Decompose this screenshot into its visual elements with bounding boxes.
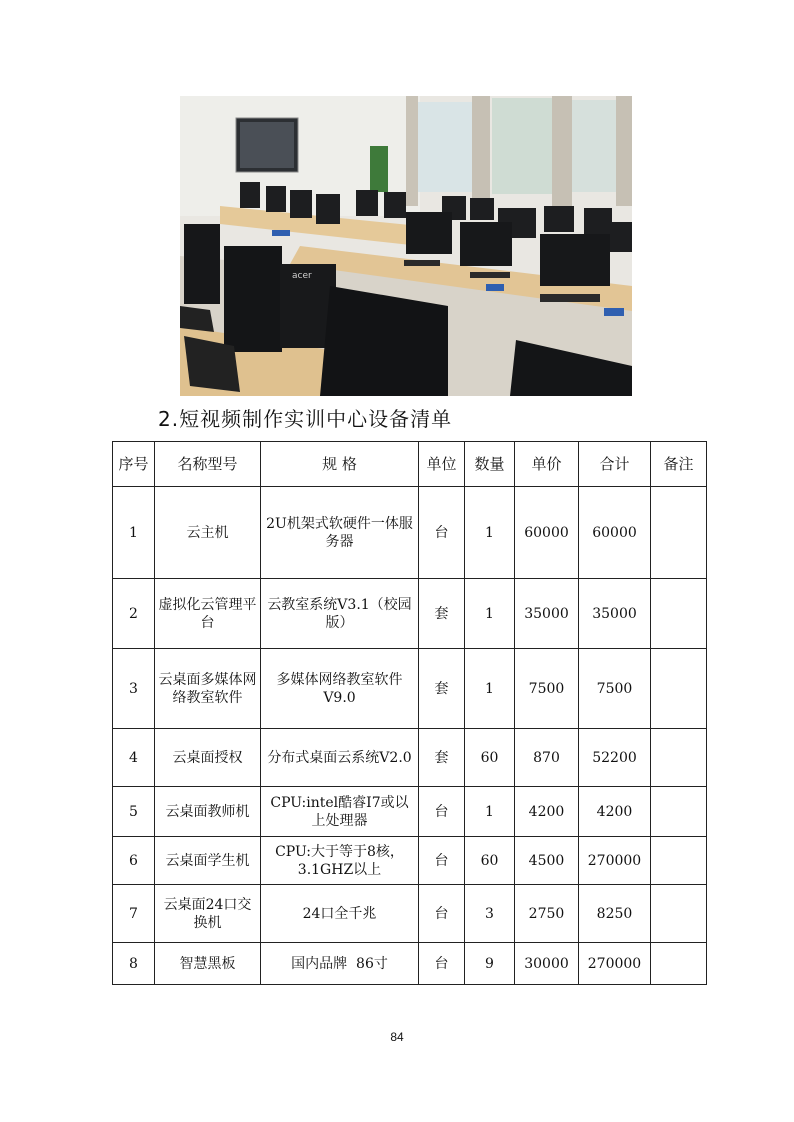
table-row <box>113 579 707 649</box>
computer-lab-photo <box>180 96 632 396</box>
cell-no: 8 <box>113 943 155 985</box>
cell-spec: 国内品牌 86寸 <box>261 943 419 985</box>
cell-unit: 台 <box>419 837 465 885</box>
cell-no: 6 <box>113 837 155 885</box>
table-row <box>113 787 707 837</box>
cell-unit: 台 <box>419 885 465 943</box>
cell-price: 4200 <box>515 787 579 837</box>
cell-qty: 1 <box>465 487 515 579</box>
cell-name: 云桌面教师机 <box>155 787 261 837</box>
cell-price: 4500 <box>515 837 579 885</box>
cell-no: 1 <box>113 487 155 579</box>
cell-qty: 1 <box>465 579 515 649</box>
cell-name: 虚拟化云管理平台 <box>155 579 261 649</box>
cell-remark <box>651 885 707 943</box>
header-remark: 备注 <box>651 442 707 487</box>
cell-price: 2750 <box>515 885 579 943</box>
cell-name: 云主机 <box>155 487 261 579</box>
cell-unit: 套 <box>419 729 465 787</box>
cell-remark <box>651 487 707 579</box>
table-row <box>113 649 707 729</box>
cell-name: 云桌面授权 <box>155 729 261 787</box>
cell-spec: 24口全千兆 <box>261 885 419 943</box>
cell-name: 智慧黑板 <box>155 943 261 985</box>
header-total: 合计 <box>579 442 651 487</box>
cell-spec: CPU:intel酷睿I7或以上处理器 <box>261 787 419 837</box>
cell-no: 5 <box>113 787 155 837</box>
cell-qty: 1 <box>465 649 515 729</box>
header-unit: 单位 <box>419 442 465 487</box>
cell-remark <box>651 649 707 729</box>
cell-no: 3 <box>113 649 155 729</box>
cell-price: 7500 <box>515 649 579 729</box>
cell-name: 云桌面24口交换机 <box>155 885 261 943</box>
cell-total: 4200 <box>579 787 651 837</box>
cell-name: 云桌面多媒体网络教室软件 <box>155 649 261 729</box>
cell-total: 270000 <box>579 943 651 985</box>
cell-unit: 台 <box>419 787 465 837</box>
cell-spec: 云教室系统V3.1（校园版） <box>261 579 419 649</box>
cell-spec: 分布式桌面云系统V2.0 <box>261 729 419 787</box>
section-title: 2.短视频制作实训中心设备清单 <box>158 407 453 431</box>
cell-total: 270000 <box>579 837 651 885</box>
cell-unit: 套 <box>419 649 465 729</box>
table-row <box>113 885 707 943</box>
cell-total: 60000 <box>579 487 651 579</box>
header-no: 序号 <box>113 442 155 487</box>
cell-qty: 1 <box>465 787 515 837</box>
cell-spec: CPU:大于等于8核，3.1GHZ以上 <box>261 837 419 885</box>
cell-price: 60000 <box>515 487 579 579</box>
cell-remark <box>651 729 707 787</box>
cell-spec: 多媒体网络教室软件V9.0 <box>261 649 419 729</box>
cell-qty: 3 <box>465 885 515 943</box>
table-row <box>113 837 707 885</box>
cell-no: 2 <box>113 579 155 649</box>
header-name: 名称型号 <box>155 442 261 487</box>
cell-price: 35000 <box>515 579 579 649</box>
cell-price: 30000 <box>515 943 579 985</box>
table-header-row <box>113 442 707 487</box>
page-number: 84 <box>390 1030 404 1044</box>
cell-remark <box>651 943 707 985</box>
cell-no: 7 <box>113 885 155 943</box>
cell-price: 870 <box>515 729 579 787</box>
cell-name: 云桌面学生机 <box>155 837 261 885</box>
cell-unit: 套 <box>419 579 465 649</box>
equipment-table <box>112 441 707 985</box>
cell-total: 8250 <box>579 885 651 943</box>
table-row <box>113 943 707 985</box>
cell-spec: 2U机架式软硬件一体服务器 <box>261 487 419 579</box>
cell-unit: 台 <box>419 487 465 579</box>
cell-unit: 台 <box>419 943 465 985</box>
table-row <box>113 487 707 579</box>
header-price: 单价 <box>515 442 579 487</box>
cell-qty: 60 <box>465 837 515 885</box>
table-row <box>113 729 707 787</box>
svg-text:acer: acer <box>292 271 312 281</box>
cell-remark <box>651 837 707 885</box>
cell-qty: 60 <box>465 729 515 787</box>
cell-qty: 9 <box>465 943 515 985</box>
cell-remark <box>651 787 707 837</box>
header-spec: 规 格 <box>261 442 419 487</box>
cell-total: 52200 <box>579 729 651 787</box>
cell-no: 4 <box>113 729 155 787</box>
cell-total: 35000 <box>579 579 651 649</box>
header-qty: 数量 <box>465 442 515 487</box>
cell-total: 7500 <box>579 649 651 729</box>
cell-remark <box>651 579 707 649</box>
